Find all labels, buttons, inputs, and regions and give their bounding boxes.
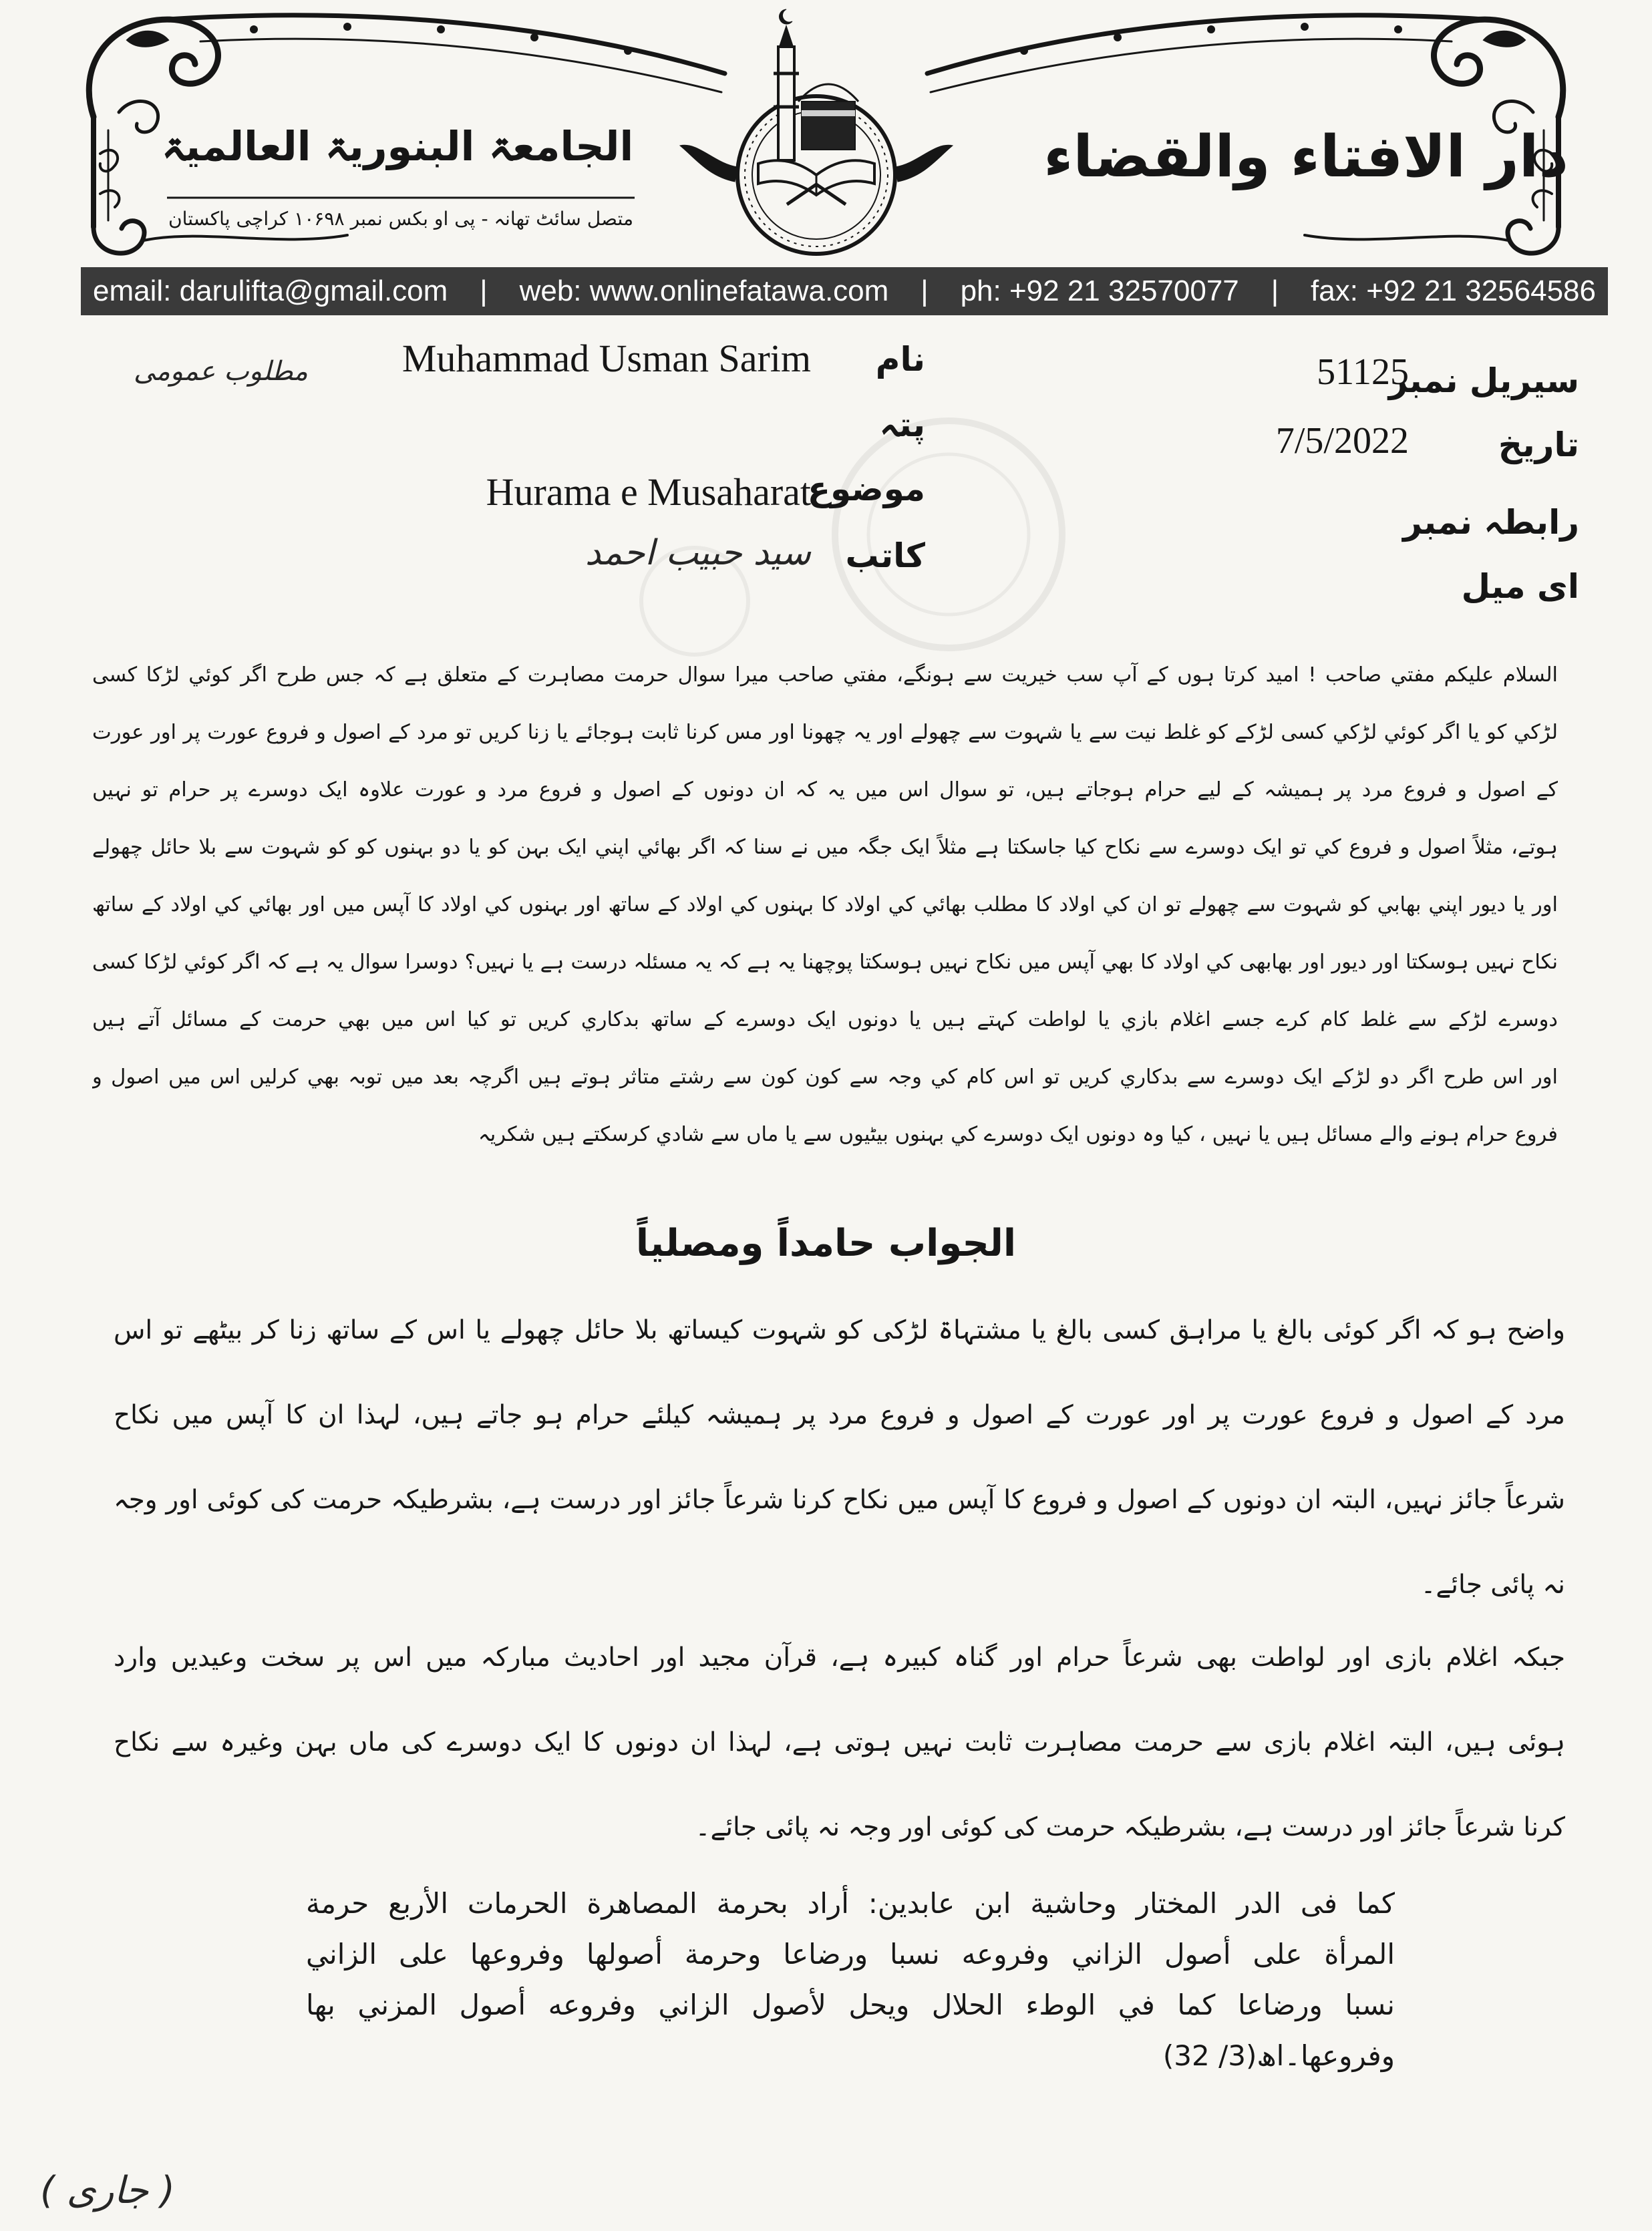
contact-separator: | — [1271, 275, 1279, 307]
emblem-crescent — [780, 9, 792, 24]
answer-line: شرعاً جائز نہیں، البتہ ان دونوں کے اصول و فروع کا آپس میں نکاح کرنا شرعاً جائز اور درست ہے، بشرطیکہ حرمت کی کوئی اور وجہ — [114, 1485, 1565, 1515]
question-line: نکاح نہیں ہوسکتا اور دیور اور بھابھی کي اولاد کا بھي آپس میں نکاح نہیں ہوسکتا پوچھنا یہ ہے کہ یہ مسئلہ درست ہے یا نہیں؟ دوسرا سوال یہ ہے کہ اگر کوئي لڑکا کسی — [92, 951, 1558, 974]
question-text — [92, 647, 1558, 1164]
contact-website: web: www.onlinefatawa.com — [519, 275, 889, 307]
arabic-reference-quote — [306, 1878, 1395, 2081]
emblem-minaret — [778, 47, 794, 160]
answer-paragraph-2 — [114, 1615, 1565, 1870]
answer-line: کرنا شرعاً جائز اور درست ہے، بشرطیکہ حرمت کی کوئی اور وجہ نہ پائی جائے۔ — [695, 1812, 1565, 1842]
emblem-icon — [680, 9, 953, 254]
answer-line: نہ پائی جائے۔ — [1420, 1570, 1565, 1600]
question-line: اور اس طرح اگر دو لڑکے ایک دوسرے سے بدکاري کریں تو اس کام کي وجہ سے کون کون سے رشتے متاثر ہوتے ہیں اگرچہ بعد میں توبہ بھي کرلیں اس میں اصول و — [92, 1065, 1558, 1089]
name-label: نام — [875, 340, 925, 379]
question-line: فروع حرام ہونے والے مسائل ہیں یا نہیں ، کیا وہ دونوں ایک دوسرے کي بہنوں بیٹیوں سے یا ماں سے شادي کرسکتے ہیں شکریہ — [478, 1123, 1558, 1146]
contact-fax: fax: +92 21 32564586 — [1311, 275, 1596, 307]
department-name: دار الافتاء والقضاء — [1043, 124, 1568, 190]
answer-line: مرد کے اصول و فروع عورت پر اور عورت کے اصول و فروع مرد پر ہمیشہ کیلئے حرام ہو جاتے ہیں، لہذا ان کا آپس میں نکاح — [114, 1400, 1565, 1430]
contact-bar — [81, 267, 1608, 315]
answer-paragraph-1 — [114, 1288, 1565, 1627]
contact-number-label: رابطہ نمبر — [1403, 503, 1579, 542]
answer-line: ہوئی ہیں، البتہ اغلام بازی سے حرمت مصاہرت ثابت نہیں ہوتی ہے، لہذا ان دونوں کا ایک دوسرے کی ماں بہن وغیرہ سے نکاح — [114, 1727, 1565, 1757]
writer-handwritten-name: سید حبیب احمد — [585, 533, 811, 573]
quote-line: وفروعها۔اھ(3/ 32) — [1162, 2039, 1395, 2072]
quote-line: نسبا ورضاعا كما في الوطء الحلال ويحل لأصول الزاني وفروعه أصول المزني بها — [306, 1989, 1395, 2021]
emblem-minaret-spire — [780, 27, 793, 47]
writer-label: کاتب — [845, 536, 925, 575]
question-line: اور یا دیور اپني بھابي کو شہوت سے چھولے تو ان کي اولاد کا مطلب بھائي کي اولاد کا بہنوں کي اولاد کے ساتھ اور بہنوں کي اولاد کا آپس میں اور بھائي کي اولاد کے ساتھ — [92, 893, 1558, 916]
answer-line: جبکہ اغلام بازی اور لواطت بھی شرعاً حرام اور گناہ کبیرہ ہے، قرآن مجید اور احادیث مبارکہ میں اس پر سخت وعیدیں وارد — [114, 1643, 1565, 1673]
contact-email: email: darulifta@gmail.com — [93, 275, 448, 307]
emblem-kaaba — [802, 102, 855, 150]
question-line: السلام علیکم مفتي صاحب ! امید کرتا ہوں کے آپ سب خیریت سے ہونگے، مفتي صاحب میرا سوال حرمت مصاہرت کے متعلق ہے کہ جس طرح اگر کوئي لڑکا کسی — [92, 663, 1558, 687]
question-line: کے اصول و فروع مرد پر ہمیشہ کے لیے حرام ہوجاتے ہیں، تو سوال اس میں یہ کہ ان دونوں کے اصول و فروع مرد و عورت علاوہ ایک دوسرے پر حرام تو نہیں — [92, 778, 1558, 802]
institution-address: متصل سائٹ تھانہ - پی او بکس نمبر ۱۰۶۹۸ کراچی پاکستان — [168, 208, 634, 230]
subject-label: موضوع — [807, 470, 925, 508]
contact-separator: | — [480, 275, 488, 307]
question-line: لڑکي کو یا اگر کوئي لڑکي کسی لڑکے کو غلط نیت سے یا شہوت سے چھولے اور یہ چھونا اور مس کرنا ثابت ہوجائے یا زنا کریں تو مرد کے اصول و فروع عورت پر اور عورت — [92, 721, 1558, 744]
answer-heading: الجواب حامداً ومصلیاً — [635, 1222, 1017, 1265]
serial-number-value: 51125 — [1317, 351, 1409, 393]
serial-number-label: سیریل نمبر — [1388, 361, 1579, 400]
email-label: ای میل — [1461, 567, 1579, 606]
question-line: دوسرے لڑکے سے غلط کام کرے جسے اغلام بازي یا لواطت کہتے ہیں یا دونوں ایک دوسرے کے ساتھ بدکاري کریں تو کیا اس میں بھي حرمت کے مسائل آتے ہیں — [92, 1008, 1558, 1031]
emblem-kaaba-band — [802, 110, 855, 116]
subject-value: Hurama e Musaharat — [486, 470, 811, 514]
question-line: ہوتے، مثلاً اصول و فروع کي تو ایک دوسرے سے نکاح کیا جاسکتا ہے مثلاً ایک جگہ میں نے سنا کہ اگر بھائي اپني ایک بہن کو یا دو بہنوں کو کو شہوت سے بلا حائل چھولے — [92, 836, 1558, 859]
contact-phone: ph: +92 21 32570077 — [960, 275, 1239, 307]
quote-line: المرأة على أصول الزاني وفروعه نسبا ورضاعا وحرمة أصولها وفروعها على الزاني — [306, 1938, 1395, 1970]
answer-line: واضح ہو کہ اگر کوئی بالغ یا مراہق کسی بالغ یا مشتہاۃ لڑکی کو شہوت کیساتھ بلا حائل چھولے یا اس کے ساتھ زنا کر بیٹھے تو اس — [114, 1315, 1565, 1345]
emblem-ribbon-right — [895, 145, 953, 182]
quote-line: كما فی الدر المختار وحاشية ابن عابدين: أراد بحرمة المصاهرة الحرمات الأربع حرمة — [306, 1887, 1395, 1920]
emblem-ribbon-left — [680, 145, 737, 182]
address-label: پتہ — [879, 405, 925, 444]
institution-name: الجامعۃ البنوریۃ العالمیۃ — [161, 124, 634, 170]
date-value: 7/5/2022 — [1275, 420, 1409, 462]
name-value: Muhammad Usman Sarim — [401, 337, 811, 380]
date-label: تاریخ — [1498, 425, 1579, 464]
handwritten-annotation: مطلوب عمومی — [134, 356, 308, 387]
continuation-note: ( جاری ) — [40, 2169, 175, 2212]
contact-separator: | — [921, 275, 929, 307]
